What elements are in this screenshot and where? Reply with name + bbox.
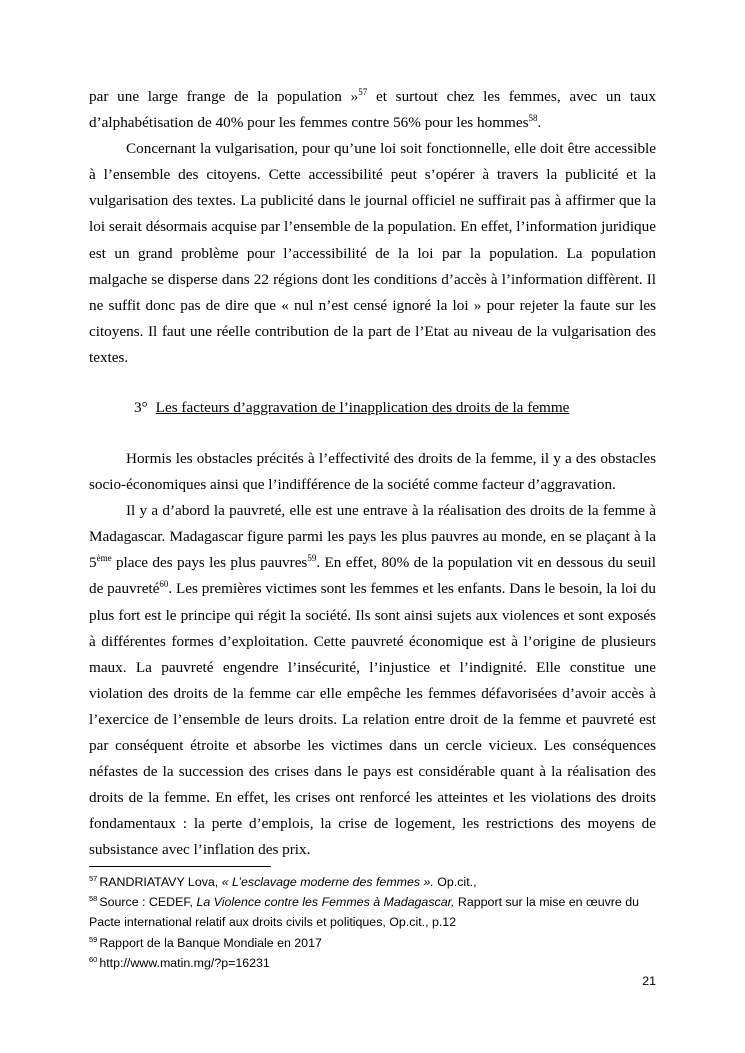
footnote-ref-60[interactable]: 60 (159, 579, 169, 590)
paragraph-vulgarisation: Concernant la vulgarisation, pour qu’une loi soit fonctionnelle, elle doit être accessible à l’ensemble des citoyens. Cette accessibilité peut s’opérer à travers la publicité et la vulgarisation des textes. La publicité dans le journal officiel ne suffirait pas à affirmer que la loi serait désormais acquise par l’ensemble de la population. En effet, l’information juridique est un grand problème pour l’accessibilité de la loi par la population. La population malgache se disperse dans 22 régions dont les conditions d’accès à l’information diffèrent. Il ne suffit donc pas de dire que « nul n’est censé ignoré la loi » pour rejeter la faute sur les citoyens. Il faut une réelle contribution de la part de l’Etat au niveau de la vulgarisation des textes. (89, 140, 656, 366)
superscript-eme: ème (96, 553, 112, 564)
paragraph-pauvrete: Il y a d’abord la pauvreté, elle est une entrave à la réalisation des droits de la femme à Madagascar. Madagascar figure parmi les pays les plus pauvres au monde, en se plaçant à la 5ème place des pays les plus pauvres$^{59}$. En effet, 80% de la population vit en dessous du seuil de pauvreté$^{60}$. Les premières victimes sont les femmes et les enfants. Dans le besoin, la loi du plus fort est le principe qui régit la société. Ils sont ainsi sujets aux violences et sont exposés à différentes formes d’exploitation. Cette pauvreté économique est à l’origine de plusieurs maux. La pauvreté engendre l’insécurité, l’injustice et l’indignité. Elle constitue une violation des droits de la femme car elle empêche les femmes défavorisées d’avoir accès à l’exercice de l’ensemble de leurs droits. La relation entre droit de la femme et pauvreté est par conséquent étroite et absorbe les victimes dans un cercle vicieux. Les conséquences néfastes de la succession des crises dans le pays est considérable quant à la réalisation des droits de la femme. En effet, les crises ont renforcé les atteintes et les violations des droits fondamentaux : la perte d’emplois, la crise de logement, les restrictions des moyens de subsistance avec l’inflation des prix. (89, 502, 656, 859)
footnote-ref-58[interactable]: 58 (528, 113, 538, 124)
body-text-bottom (89, 446, 656, 864)
section-number: 3° (134, 399, 148, 416)
section-title: Les facteurs d’aggravation de l’inapplication des droits de la femme (155, 399, 570, 416)
footnote-ref-59[interactable]: 59 (307, 553, 317, 564)
section-heading (134, 397, 569, 419)
footnote-60: $^{60}$ http://www.matin.mg/?p=16231 (89, 954, 270, 970)
footnote-59: $^{59}$ Rapport de la Banque Mondiale en 2017 (89, 934, 322, 950)
footnote-link[interactable]: http://www.matin.mg/?p=16231 (99, 955, 270, 970)
paragraph-literacy: par une large frange de la population »$^{57}$ et surtout chez les femmes, avec un taux d’alphabétisation de 40% pour les femmes contre 56% pour les hommes$^{58}$. (89, 87, 656, 132)
page-number: 21 (642, 974, 656, 988)
footnote-58-continued: Pacte international relatif aux droits civils et politiques, Op.cit., p.12 (89, 915, 457, 930)
footnote-58: $^{58}$ Source : CEDEF, La Violence contre les Femmes à Madagascar, Rapport sur la mise en œuvre du (89, 894, 640, 910)
body-text-top (89, 84, 656, 371)
paragraph-obstacles: Hormis les obstacles précités à l’effectivité des droits de la femme, il y a des obstacles socio-économiques ainsi que l’indifférence de la société comme facteur d’aggravation. (89, 450, 656, 494)
footnotes (89, 872, 656, 973)
footnote-separator (89, 866, 271, 867)
footnote-57: $^{57}$ RANDRIATAVY Lova, « L’esclavage moderne des femmes ». Op.cit., (89, 874, 477, 889)
footnote-ref-57[interactable]: 57 (358, 87, 368, 97)
